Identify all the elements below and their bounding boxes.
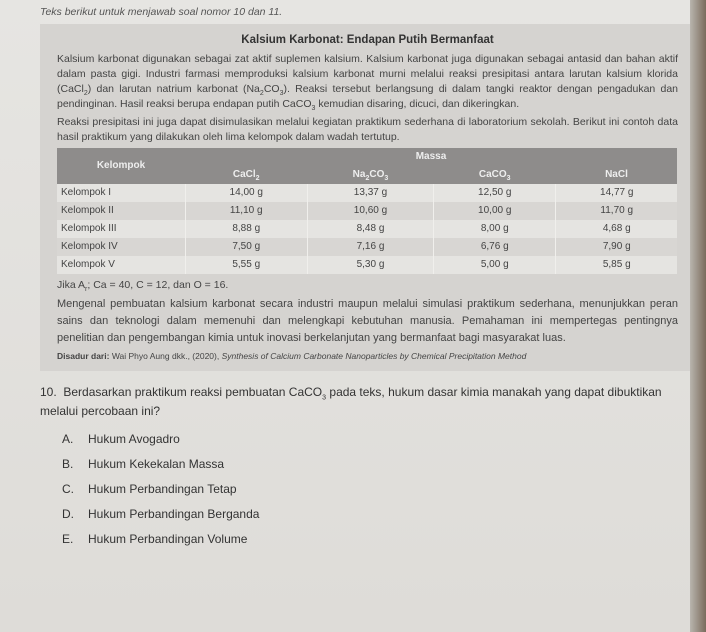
text: pada teks, hukum dasar kimia manakah yang dapat dibuktikan melalui percobaan ini?: [40, 385, 662, 418]
text: CaCO: [478, 169, 507, 180]
subscript: 3: [311, 105, 316, 113]
mass-cell: 5,00 g: [434, 256, 556, 274]
article-paragraph-3: Mengenal pembuatan kalsium karbonat secara industri maupun melalui simulasi praktikum sederhana, menunjukkan peran sains dan teknologi dalam memenuhi dan melengkapi kebutuhan manusia. Pemahaman ini mempertegas pentingnya penelitian dan pengembangan kimia untuk inovasi berkelanjutan yang bermanfaat bagi masyarakat luas.: [57, 298, 678, 344]
group-cell: Kelompok III: [57, 220, 185, 238]
page-edge: [690, 0, 706, 632]
mass-cell: 5,30 g: [307, 256, 433, 274]
option-text: Hukum Kekekalan Massa: [88, 457, 225, 471]
option-text: Hukum Avogadro: [88, 432, 180, 446]
mass-cell: 11,10 g: [185, 202, 307, 220]
data-table: [57, 148, 677, 274]
mass-cell: 8,48 g: [307, 220, 433, 238]
option-letter: A.: [62, 432, 74, 446]
option-a[interactable]: [62, 427, 690, 452]
intro-text: Teks berikut untuk menjawab soal nomor 10 dan 11.: [40, 6, 283, 18]
table-row: [57, 256, 677, 274]
header-na2co3: [307, 166, 433, 184]
option-text: Hukum Perbandingan Volume: [88, 532, 248, 546]
text: CO: [369, 169, 385, 180]
text: Berdasarkan praktikum reaksi pembuatan CaCO: [63, 385, 323, 399]
subscript: 3: [322, 394, 327, 402]
answer-options: [62, 427, 690, 552]
text: kemudian disaring, dicuci, dan dikeringkan.: [315, 98, 520, 110]
question-10: [40, 383, 690, 421]
option-b[interactable]: [62, 452, 690, 477]
atomic-mass-note: [57, 278, 678, 293]
option-letter: D.: [62, 507, 74, 521]
header-caco3: [434, 166, 556, 184]
option-e[interactable]: [62, 527, 690, 552]
mass-cell: 5,55 g: [185, 256, 307, 274]
source-authors: Wai Phyo Aung dkk., (2020),: [111, 351, 222, 361]
subscript: 2: [259, 90, 264, 98]
table-row: [57, 220, 677, 238]
option-c[interactable]: [62, 477, 690, 502]
mass-cell: 7,90 g: [556, 238, 677, 256]
group-cell: Kelompok IV: [57, 238, 185, 256]
mass-cell: 8,88 g: [185, 220, 307, 238]
mass-cell: 11,70 g: [556, 202, 677, 220]
group-cell: Kelompok V: [57, 256, 185, 274]
option-d[interactable]: [62, 502, 690, 527]
text: ) dan larutan natrium karbonat (Na: [87, 83, 260, 95]
mass-cell: 14,77 g: [556, 184, 677, 202]
group-cell: Kelompok I: [57, 184, 185, 202]
article-paragraph-1: [57, 52, 678, 112]
option-text: Hukum Perbandingan Berganda: [88, 507, 260, 521]
header-cacl2: [185, 166, 307, 184]
subscript: 2: [255, 175, 260, 182]
mass-cell: 14,00 g: [185, 184, 307, 202]
mass-cell: 13,37 g: [307, 184, 433, 202]
table-row: [57, 184, 677, 202]
article-title: Kalsium Karbonat: Endapan Putih Bermanfaat: [241, 34, 494, 46]
mass-cell: 12,50 g: [434, 184, 556, 202]
mass-cell: 10,60 g: [307, 202, 433, 220]
text: ; Ca = 40, C = 12, dan O = 16.: [87, 279, 229, 291]
mass-cell: 7,16 g: [307, 238, 433, 256]
article-paragraph-2: Reaksi presipitasi ini juga dapat disimulasikan melalui kegiatan praktikum sederhana di laboratorium sekolah. Berikut ini contoh data hasil praktikum yang dilakukan oleh lima kelompok dalam wadah tertutup.: [57, 116, 678, 143]
group-cell: Kelompok II: [57, 202, 185, 220]
mass-cell: 8,00 g: [434, 220, 556, 238]
text: Kalsium karbonat digunakan sebagai zat aktif suplemen kalsium. Kalsium karbonat juga digunakan sebagai antasid dan bahan aktif dalam pasta gigi. Industri farmasi memproduksi kalsium karbonat murni melalui reaksi presipitasi antara larutan kalsium klorida (CaCl: [57, 53, 678, 95]
text: ). Reaksi tersebut berlangsung di dalam tangki reaktor dengan pengadukan dan pendinginan. Hasil reaksi berupa endapan putih CaCO: [57, 83, 679, 110]
mass-cell: 6,76 g: [434, 238, 556, 256]
subscript: 2: [365, 175, 370, 182]
option-text: Hukum Perbandingan Tetap: [88, 482, 237, 496]
source-title: Synthesis of Calcium Carbonate Nanoparticles by Chemical Precipitation Method: [221, 351, 527, 361]
text: Jika A: [57, 279, 86, 291]
table-row: [57, 238, 677, 256]
text: Na: [352, 169, 366, 180]
header-nacl: NaCl: [556, 166, 677, 184]
article-box: [40, 24, 690, 371]
question-number: 10.: [40, 385, 57, 399]
content: [40, 4, 690, 552]
source-label: Disadur dari:: [57, 351, 110, 361]
source-citation: [57, 350, 678, 363]
option-letter: C.: [62, 482, 74, 496]
subscript: 3: [506, 175, 511, 182]
header-kelompok: Kelompok: [57, 148, 185, 184]
text: CO: [263, 83, 280, 95]
option-letter: E.: [62, 532, 74, 546]
mass-cell: 7,50 g: [185, 238, 307, 256]
subscript: 3: [279, 90, 284, 98]
option-letter: B.: [62, 457, 74, 471]
header-massa: Massa: [185, 148, 677, 166]
text: CaCl: [232, 169, 256, 180]
table-row: [57, 202, 677, 220]
subscript: 2: [83, 90, 88, 98]
mass-cell: 10,00 g: [434, 202, 556, 220]
mass-cell: 4,68 g: [556, 220, 677, 238]
subscript: r: [85, 286, 88, 294]
subscript: 3: [384, 175, 389, 182]
mass-cell: 5,85 g: [556, 256, 677, 274]
